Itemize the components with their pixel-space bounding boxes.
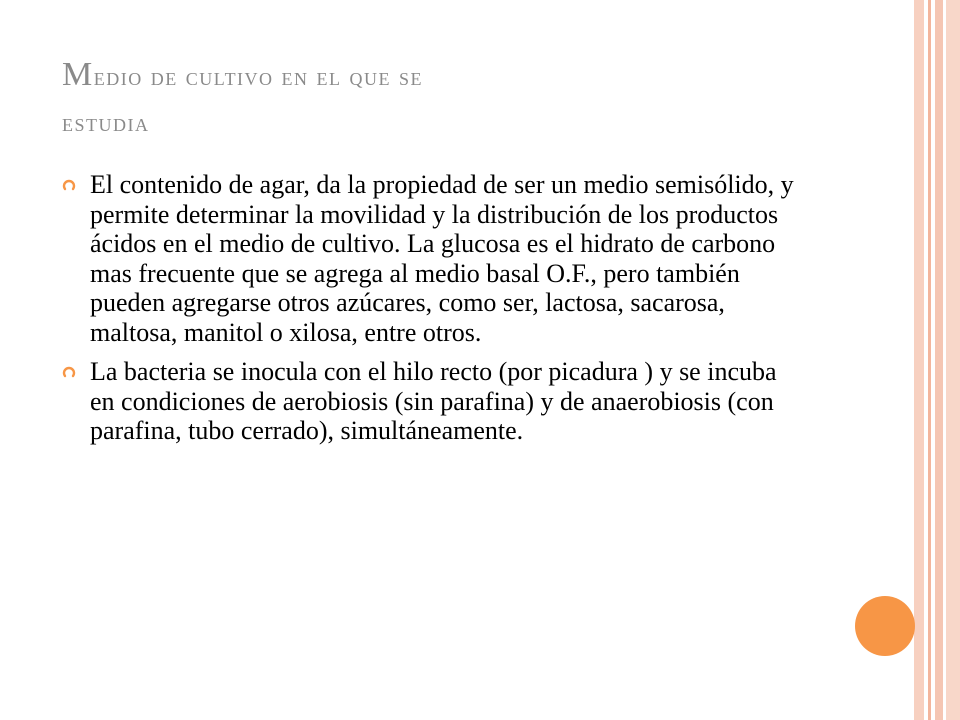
bullet-icon bbox=[62, 365, 76, 379]
bullet-icon bbox=[62, 178, 76, 192]
title-line2: estudia bbox=[62, 108, 150, 137]
stripe bbox=[914, 0, 924, 720]
bullet-text: La bacteria se inocula con el hilo recto (por picadura ) y se incuba en condiciones de aerobiosis (sin parafina) y de anaerobiosis (con parafina, tubo cerrado), simultáneamente. bbox=[90, 357, 777, 445]
title-first-letter: M bbox=[62, 56, 94, 93]
slide-title bbox=[62, 52, 862, 146]
bullet-text: El contenido de agar, da la propiedad de ser un medio semisólido, y permite determinar la movilidad y la distribución de los productos ácidos en el medio de cultivo. La glucosa es el hidrato de carbono mas frecuente que se agrega al medio basal O.F., pero también pueden agregarse otros azúcares, como ser, lactosa, sacarosa, maltosa, manitol o xilosa, entre otros. bbox=[90, 170, 794, 347]
stripe bbox=[946, 0, 960, 720]
decorative-circle bbox=[855, 596, 915, 656]
decorative-stripes bbox=[914, 0, 960, 720]
slide-body bbox=[62, 170, 802, 456]
title-line1: edio de cultivo en el que se bbox=[93, 62, 424, 91]
bullet-item bbox=[62, 357, 802, 446]
bullet-item bbox=[62, 170, 802, 347]
stripe bbox=[935, 0, 943, 720]
